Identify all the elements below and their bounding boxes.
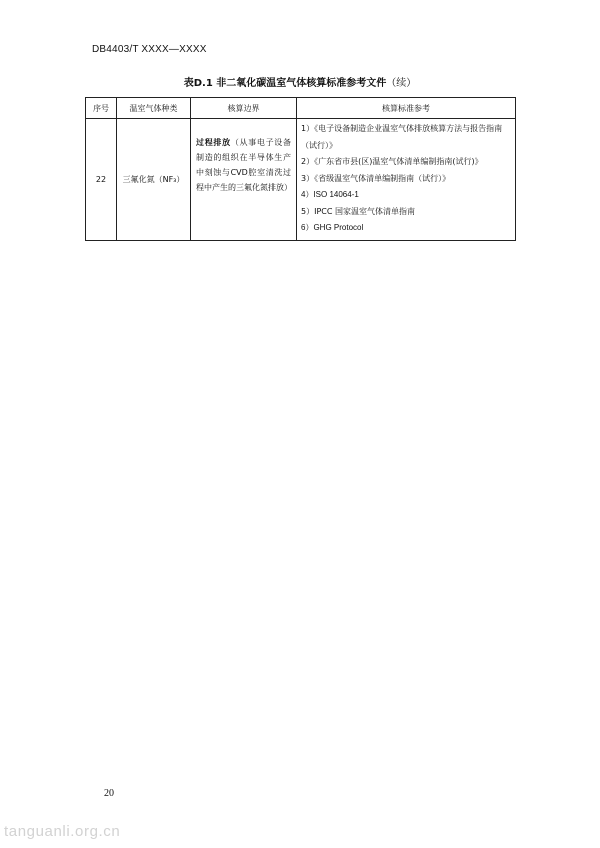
table-header-row [86, 98, 516, 119]
column-header-boundary: 核算边界 [191, 98, 297, 119]
boundary-cell [191, 119, 297, 241]
watermark: tanguanli.org.cn [4, 823, 121, 840]
row-number: 22 [86, 119, 117, 241]
reference-item: 3）《省级温室气体清单编制指南（试行）》 [301, 173, 451, 183]
reference-item: 1）《电子设备制造企业温室气体排放核算方法与报告指南（试行）》 [301, 124, 503, 150]
boundary-bold-label: 过程排放 [196, 138, 231, 147]
table-title-continued: （续） [386, 78, 417, 89]
reference-item: 4）ISO 14064-1 [301, 190, 359, 199]
column-header-number: 序号 [86, 98, 117, 119]
reference-item: 2）《广东省市县(区)温室气体清单编制指南(试行)》 [301, 157, 483, 166]
reference-item: 5）IPCC 国家温室气体清单指南 [301, 206, 415, 216]
reference-item: 6）GHG Protocol [301, 223, 364, 232]
table-title [0, 74, 600, 89]
column-header-gas-type: 温室气体种类 [117, 98, 191, 119]
reference-cell [297, 119, 516, 241]
table-row [86, 119, 516, 241]
reference-table [85, 97, 516, 241]
document-code: DB4403/T XXXX—XXXX [92, 44, 207, 55]
page-number: 20 [104, 788, 114, 799]
boundary-description: （从事电子设备制造的组织在半导体生产中刻蚀与CVD腔室清洗过程中产生的三氟化氮排放） [196, 138, 292, 192]
table-title-text: 表D.1 非二氧化碳温室气体核算标准参考文件 [183, 78, 387, 89]
gas-type-cell: 三氟化氮（NF₃） [117, 119, 191, 241]
column-header-standard: 核算标准参考 [297, 98, 516, 119]
